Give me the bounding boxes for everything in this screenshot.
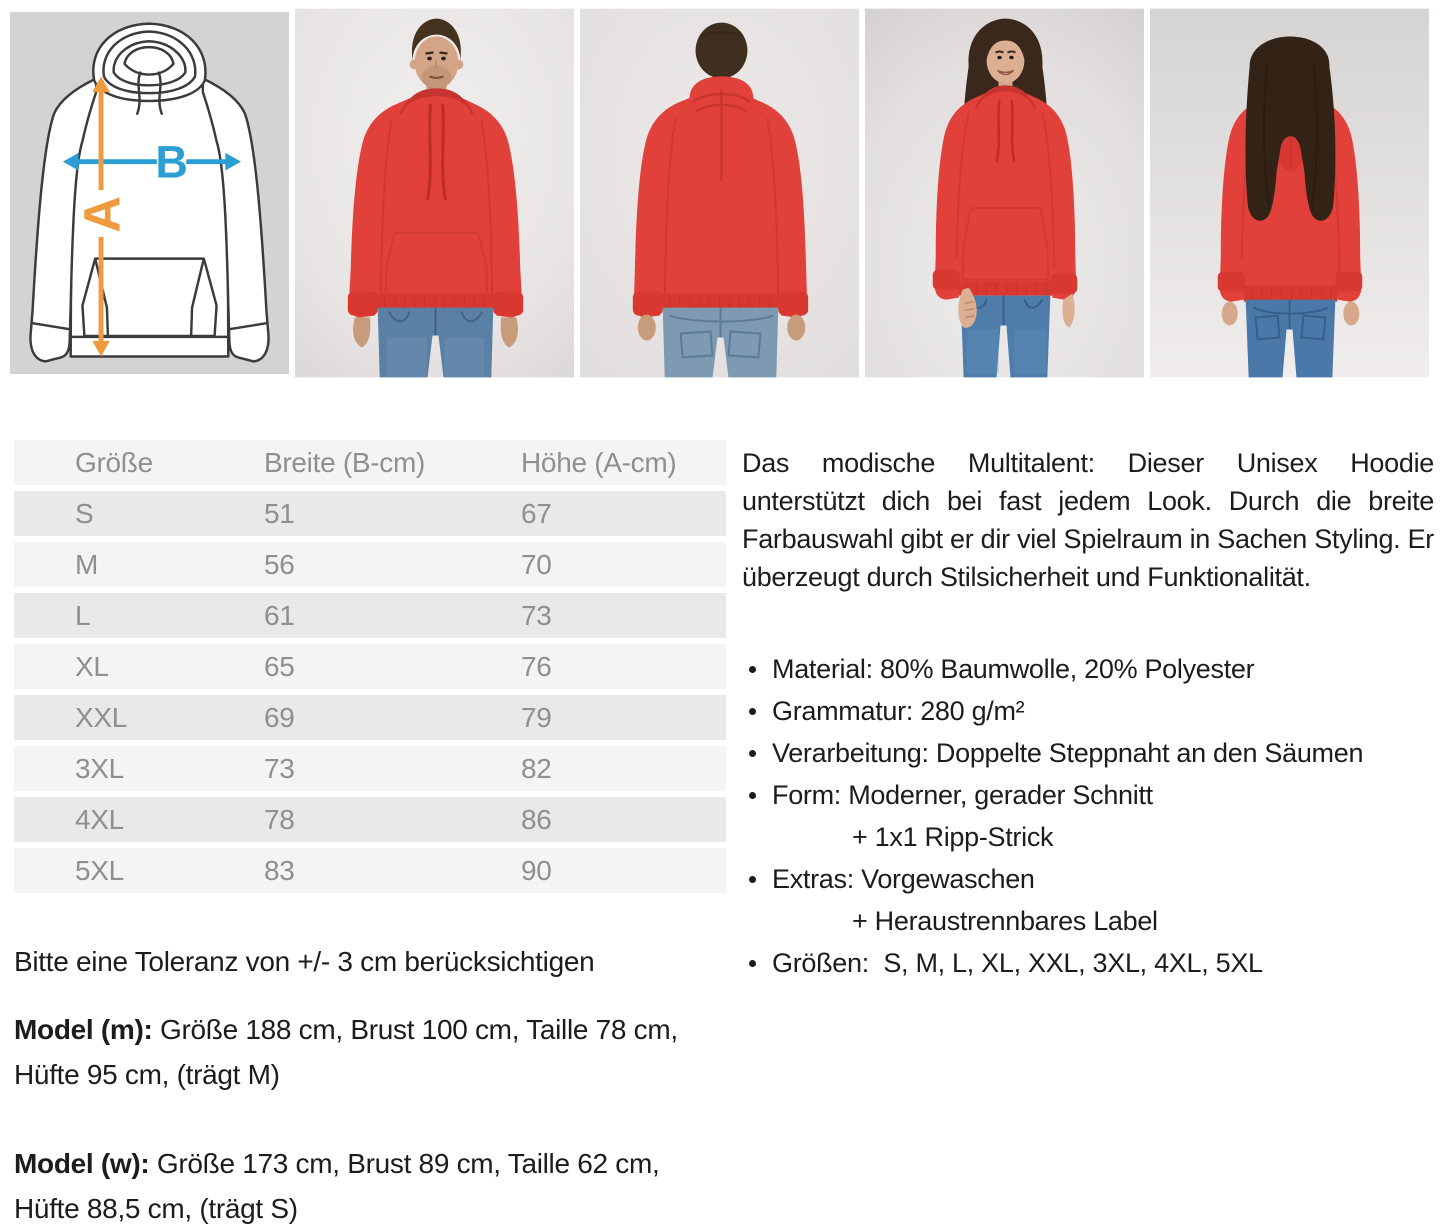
size-info-section [14,434,726,1231]
photo-woman-back[interactable] [1150,8,1429,378]
model-w-info: Model (w): Größe 173 cm, Brust 89 cm, Taille 62 cm, Hüfte 88,5 cm, (trägt S) [14,1148,660,1224]
photo-man-front[interactable] [295,8,574,378]
feature-list [742,654,1434,979]
feature-form-extra: + 1x1 Ripp-Strick [852,822,1054,852]
size-table-header-row [14,440,726,485]
photo-woman-front[interactable] [865,8,1144,378]
photo-man-back[interactable] [580,8,859,378]
model-m-label: Model (m): [14,1014,153,1045]
man-front-photo [295,8,574,378]
col-header-height: Höhe (A-cm) [521,446,677,478]
woman-back-photo [1150,8,1429,378]
size-diagram-image[interactable] [10,8,289,378]
product-image-gallery [10,8,1429,378]
feature-groessen: Größen: S, M, L, XL, XXL, 3XL, 4XL, 5XL [742,948,1434,979]
table-row: 5XL 83 90 [14,848,726,893]
hoodie-measurement-diagram [10,8,289,378]
width-label-b: B [155,136,188,188]
feature-extras: Extras: Vorgewaschen [742,864,1434,895]
product-description-section [742,444,1434,990]
feature-extras-extra: + Heraustrennbares Label [852,906,1158,936]
col-header-width: Breite (B-cm) [264,446,425,478]
tolerance-note: Bitte eine Toleranz von +/- 3 cm berücksichtigen [14,946,595,977]
table-row: 4XL 78 86 [14,797,726,842]
size-table [14,434,726,899]
feature-grammatur: Grammatur: 280 g/m² [742,696,1434,727]
hood-opening [125,47,174,74]
feature-material: Material: 80% Baumwolle, 20% Polyester [742,654,1434,685]
table-row: 3XL 73 82 [14,746,726,791]
table-row: S 51 67 [14,491,726,536]
feature-form: Form: Moderner, gerader Schnitt [742,780,1434,811]
table-row: M 56 70 [14,542,726,587]
man-back-head [696,23,748,79]
hoodie-torso [349,94,522,317]
height-label-a: A [73,196,131,233]
feature-verarbeitung: Verarbeitung: Doppelte Steppnaht an den Säumen [742,738,1434,769]
man-back-photo [580,8,859,378]
table-row: XL 65 76 [14,644,726,689]
model-w-label: Model (w): [14,1148,150,1179]
model-m-info: Model (m): Größe 188 cm, Brust 100 cm, Taille 78 cm, Hüfte 95 cm, (trägt M) [14,1014,678,1090]
woman-front-photo [865,8,1144,378]
table-row: L 61 73 [14,593,726,638]
table-row: XXL 69 79 [14,695,726,740]
col-header-size: Größe [75,446,153,478]
product-description: Das modische Multitalent: Dieser Unisex Hoodie unterstützt dich bei fast jedem Look. Durch die breite Farbauswahl gibt er dir viel Spielraum in Sachen Styling. Er überzeugt durch Stilsicherheit und Funktionalität. [742,448,1434,592]
